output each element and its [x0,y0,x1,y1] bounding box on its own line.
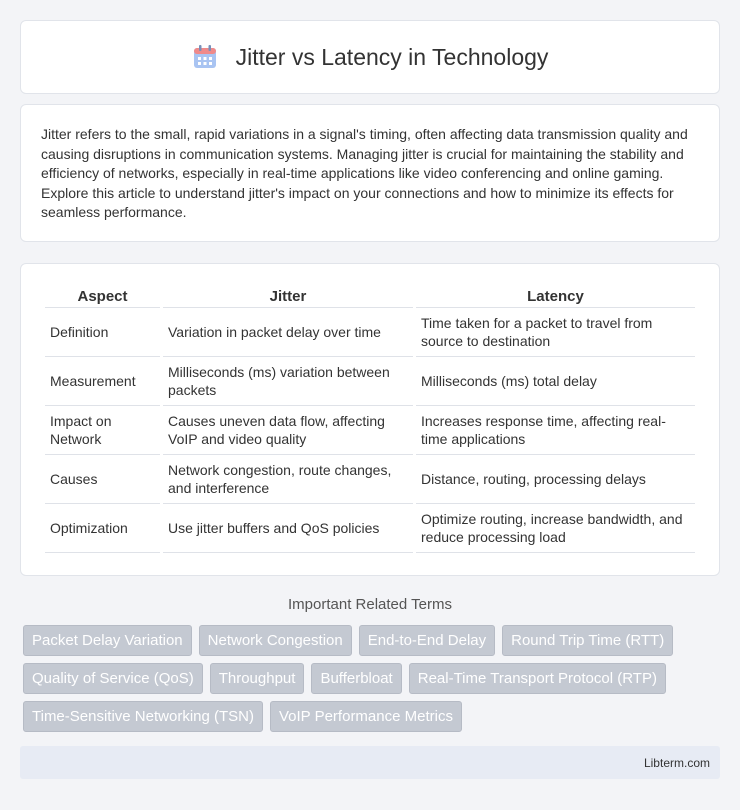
cell-jitter: Variation in packet delay over time [163,308,413,357]
header-jitter: Jitter [163,284,413,308]
tag-end-to-end-delay[interactable]: End-to-End Delay [359,625,495,656]
intro-card [20,104,720,242]
related-terms-title: Important Related Terms [288,596,452,613]
cell-latency: Optimize routing, increase bandwidth, and reduce processing load [416,504,695,553]
tag-bufferbloat[interactable]: Bufferbloat [311,663,401,694]
header-card [20,20,720,94]
related-terms-tags [20,625,720,732]
cell-aspect: Causes [45,455,160,504]
cell-latency: Time taken for a packet to travel from source to destination [416,308,695,357]
cell-jitter: Use jitter buffers and QoS policies [163,504,413,553]
page-title: Jitter vs Latency in Technology [235,43,549,70]
table-row [45,308,695,357]
tag-network-congestion[interactable]: Network Congestion [199,625,352,656]
tag-time-sensitive-networking[interactable]: Time-Sensitive Networking (TSN) [23,701,263,732]
tag-round-trip-time[interactable]: Round Trip Time (RTT) [502,625,673,656]
table-row [45,504,695,553]
cell-jitter: Milliseconds (ms) variation between packets [163,357,413,406]
cell-aspect: Measurement [45,357,160,406]
cell-aspect: Definition [45,308,160,357]
table-header-row [45,284,695,308]
tag-real-time-transport-protocol[interactable]: Real-Time Transport Protocol (RTP) [409,663,666,694]
cell-aspect: Impact on Network [45,406,160,455]
comparison-table [42,284,698,553]
calendar-icon [192,44,218,70]
footer-site-link[interactable]: Libterm.com [643,755,710,770]
cell-jitter: Causes uneven data flow, affecting VoIP and video quality [163,406,413,455]
header-latency: Latency [416,284,695,308]
tag-quality-of-service[interactable]: Quality of Service (QoS) [23,663,203,694]
cell-jitter: Network congestion, route changes, and interference [163,455,413,504]
cell-latency: Increases response time, affecting real-time applications [416,406,695,455]
tag-voip-performance-metrics[interactable]: VoIP Performance Metrics [270,701,462,732]
related-terms-section [20,596,720,732]
cell-aspect: Optimization [45,504,160,553]
table-row [45,455,695,504]
cell-latency: Milliseconds (ms) total delay [416,357,695,406]
comparison-table-card [20,263,720,576]
footer [20,746,720,779]
table-row [45,357,695,406]
header-aspect: Aspect [45,284,160,308]
intro-text: Jitter refers to the small, rapid variations in a signal's timing, often affecting data transmission quality and causing disruptions in communication systems. Managing jitter is crucial for maintaining the stability and efficiency of networks, especially in real-time applications like video conferencing and online gaming. Explore this article to understand jitter's impact on your connections and how to minimize its effects for seamless performance. [41,126,688,221]
cell-latency: Distance, routing, processing delays [416,455,695,504]
tag-packet-delay-variation[interactable]: Packet Delay Variation [23,625,192,656]
table-row [45,406,695,455]
tag-throughput[interactable]: Throughput [210,663,305,694]
